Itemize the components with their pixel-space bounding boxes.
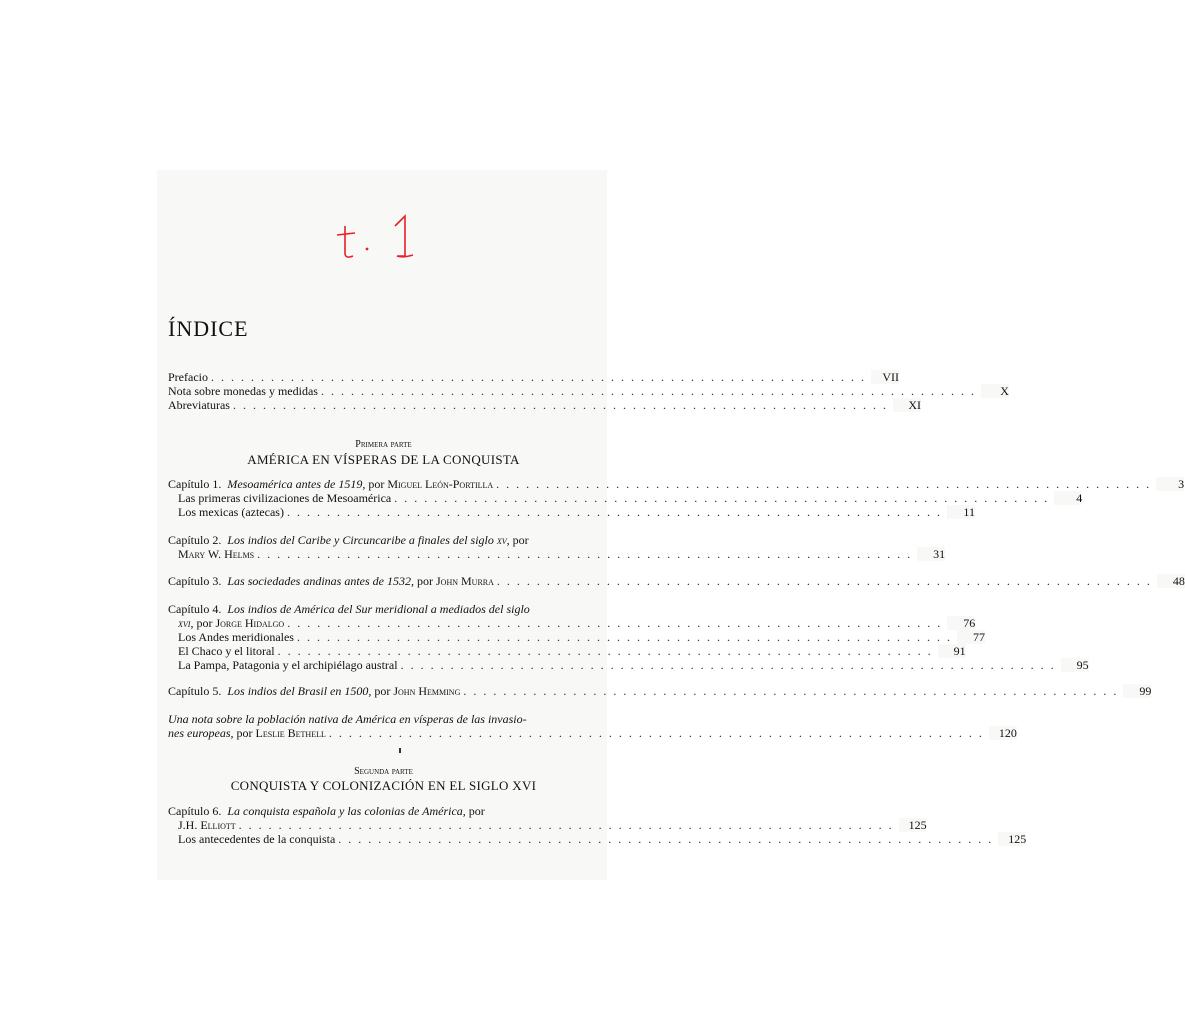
- part-label: Segunda parte: [354, 766, 413, 777]
- entry-label: Los mexicas (aztecas): [168, 505, 287, 519]
- toc-entry[interactable]: [168, 574, 1185, 588]
- page-number: XI: [893, 398, 921, 412]
- toc-entry[interactable]: [168, 684, 1152, 698]
- entry-label: [168, 477, 496, 491]
- toc-entry[interactable]: [168, 370, 899, 384]
- chapter-title: Los indios del Caribe y Circuncaribe a finales del siglo: [227, 533, 494, 547]
- entry-label: El Chaco y el litoral: [168, 644, 278, 658]
- part-title: CONQUISTA Y COLONIZACIÓN EN EL SIGLO XVI: [230, 778, 537, 793]
- chapter-author: J.H. Elliott: [168, 818, 239, 832]
- leader-dots: ..................................................................: [238, 818, 899, 832]
- chapter-author: Mary W. Helms: [168, 547, 257, 561]
- chapter-title: La conquista española y las colonias de América,: [227, 804, 466, 818]
- page-number: 125: [998, 832, 1026, 846]
- by-word: por: [368, 477, 385, 491]
- leader-dots: ..................................................................: [286, 505, 947, 519]
- chapter-number: Capítulo 5.: [168, 684, 222, 698]
- page-number: 91: [938, 644, 966, 658]
- chapter-number: Capítulo 2.: [168, 533, 222, 547]
- leader-dots: ..................................................................: [320, 384, 981, 398]
- chapter-title: Las sociedades andinas antes de 1532,: [227, 574, 414, 588]
- chapter-title: Mesoamérica antes de 1519,: [227, 477, 366, 491]
- entry-label: Los Andes meridionales: [168, 630, 297, 644]
- toc-subentry[interactable]: [168, 658, 1089, 672]
- toc-entry[interactable]: [168, 712, 599, 726]
- toc-entry[interactable]: [168, 533, 599, 547]
- chapter-2: [168, 533, 946, 561]
- by-word: por: [236, 726, 253, 740]
- page-number: 48: [1157, 574, 1185, 588]
- chapter-title: Los indios del Brasil en 1500,: [227, 684, 372, 698]
- leader-dots: ..................................................................: [400, 658, 1061, 672]
- toc-subentry[interactable]: [168, 630, 985, 644]
- by-word: por: [417, 574, 433, 588]
- entry-label: La Pampa, Patagonia y el archipiélago austral: [168, 658, 401, 672]
- part-title: AMÉRICA EN VÍSPERAS DE LA CONQUISTA: [247, 452, 520, 467]
- toc-entry[interactable]: [168, 804, 599, 818]
- chapter-author: Miguel León-Portilla: [387, 477, 494, 491]
- chapter-number: Capítulo 1.: [168, 477, 222, 491]
- entry-label: [168, 574, 497, 588]
- chapter-1: [168, 477, 1185, 519]
- page-number: 77: [957, 630, 985, 644]
- note-title-line2: nes europeas,: [168, 726, 234, 740]
- toc-subentry[interactable]: [168, 832, 1027, 846]
- chapter-number: Capítulo 3.: [168, 574, 222, 588]
- chapter-number: Capítulo 4.: [168, 602, 222, 616]
- entry-label: Prefacio: [168, 370, 211, 384]
- leader-dots: ..................................................................: [232, 398, 893, 412]
- chapter-author: Jorge Hidalgo: [215, 616, 285, 630]
- entry-label: Las primeras civilizaciones de Mesoamérica: [168, 491, 394, 505]
- toc-subentry[interactable]: [168, 644, 966, 658]
- toc-entry[interactable]: [168, 477, 1185, 491]
- page-number: 76: [947, 616, 975, 630]
- leader-dots: ..................................................................: [277, 644, 938, 658]
- chapter-6: [168, 804, 1027, 846]
- leader-dots: ..................................................................: [338, 832, 999, 846]
- page-number: 125: [899, 818, 927, 832]
- page-number: 4: [1054, 491, 1082, 505]
- entry-label: [168, 804, 599, 818]
- leader-dots: ..................................................................: [463, 684, 1124, 698]
- leader-dots: ..................................................................: [296, 630, 957, 644]
- chapter-author: John Hemming: [393, 684, 461, 698]
- leader-dots: ..................................................................: [257, 547, 918, 561]
- leader-dots: ..................................................................: [496, 574, 1157, 588]
- leader-dots: ..................................................................: [496, 477, 1157, 491]
- part-label: Primera parte: [355, 439, 412, 450]
- toc-entry-continued[interactable]: [168, 547, 946, 561]
- page-number: 11: [947, 505, 975, 519]
- entry-label: [168, 616, 287, 630]
- page-title: ÍNDICE: [168, 316, 249, 341]
- toc-subentry[interactable]: [168, 505, 975, 519]
- page-number: 95: [1061, 658, 1089, 672]
- page-number: 120: [989, 726, 1017, 740]
- by-word: por: [374, 684, 391, 698]
- leader-dots: ..................................................................: [287, 616, 948, 630]
- note-author: Leslie Bethell: [255, 726, 326, 740]
- entry-label: [168, 726, 329, 740]
- note-title-line1: Una nota sobre la población nativa de América en vísperas de las invasio-: [168, 712, 599, 726]
- entry-label: [168, 684, 463, 698]
- page-number: VII: [871, 370, 899, 384]
- toc-entry[interactable]: [168, 602, 599, 616]
- toc-entry-continued[interactable]: [168, 818, 927, 832]
- toc-entry-continued[interactable]: [168, 726, 1017, 740]
- entry-label: [168, 533, 599, 547]
- by-word: por: [468, 804, 485, 818]
- toc-entry[interactable]: [168, 398, 921, 412]
- page-number: 31: [917, 547, 945, 561]
- chapter-number: Capítulo 6.: [168, 804, 222, 818]
- chapter-century: xvi: [178, 616, 191, 630]
- page-number: 99: [1123, 684, 1151, 698]
- toc-entry[interactable]: [168, 384, 1009, 398]
- entry-label: [168, 602, 599, 616]
- population-note: [168, 712, 1017, 740]
- chapter-title: Los indios de América del Sur meridional a mediados del siglo: [227, 602, 530, 616]
- leader-dots: ..................................................................: [210, 370, 871, 384]
- chapter-3: [168, 574, 1185, 588]
- stray-mark: [399, 748, 401, 753]
- handwritten-volume-note: [333, 212, 423, 272]
- page-number: 3: [1156, 477, 1184, 491]
- chapter-author: John Murra: [436, 574, 494, 588]
- entry-label: Abreviaturas: [168, 398, 233, 412]
- by-word: , por: [506, 533, 529, 547]
- leader-dots: ..................................................................: [328, 726, 989, 740]
- toc-subentry[interactable]: [168, 491, 1083, 505]
- chapter-4: [168, 602, 1089, 672]
- chapter-5: [168, 684, 1152, 698]
- chapter-century: xv: [496, 533, 507, 547]
- leader-dots: ..................................................................: [394, 491, 1055, 505]
- handwritten-note-drawing: [333, 212, 423, 272]
- front-matter-list: [168, 370, 1009, 412]
- entry-label: Los antecedentes de la conquista: [168, 832, 338, 846]
- entry-label: Nota sobre monedas y medidas: [168, 384, 321, 398]
- page-number: X: [981, 384, 1009, 398]
- by-word: , por: [190, 616, 213, 630]
- toc-entry-continued[interactable]: [168, 616, 976, 630]
